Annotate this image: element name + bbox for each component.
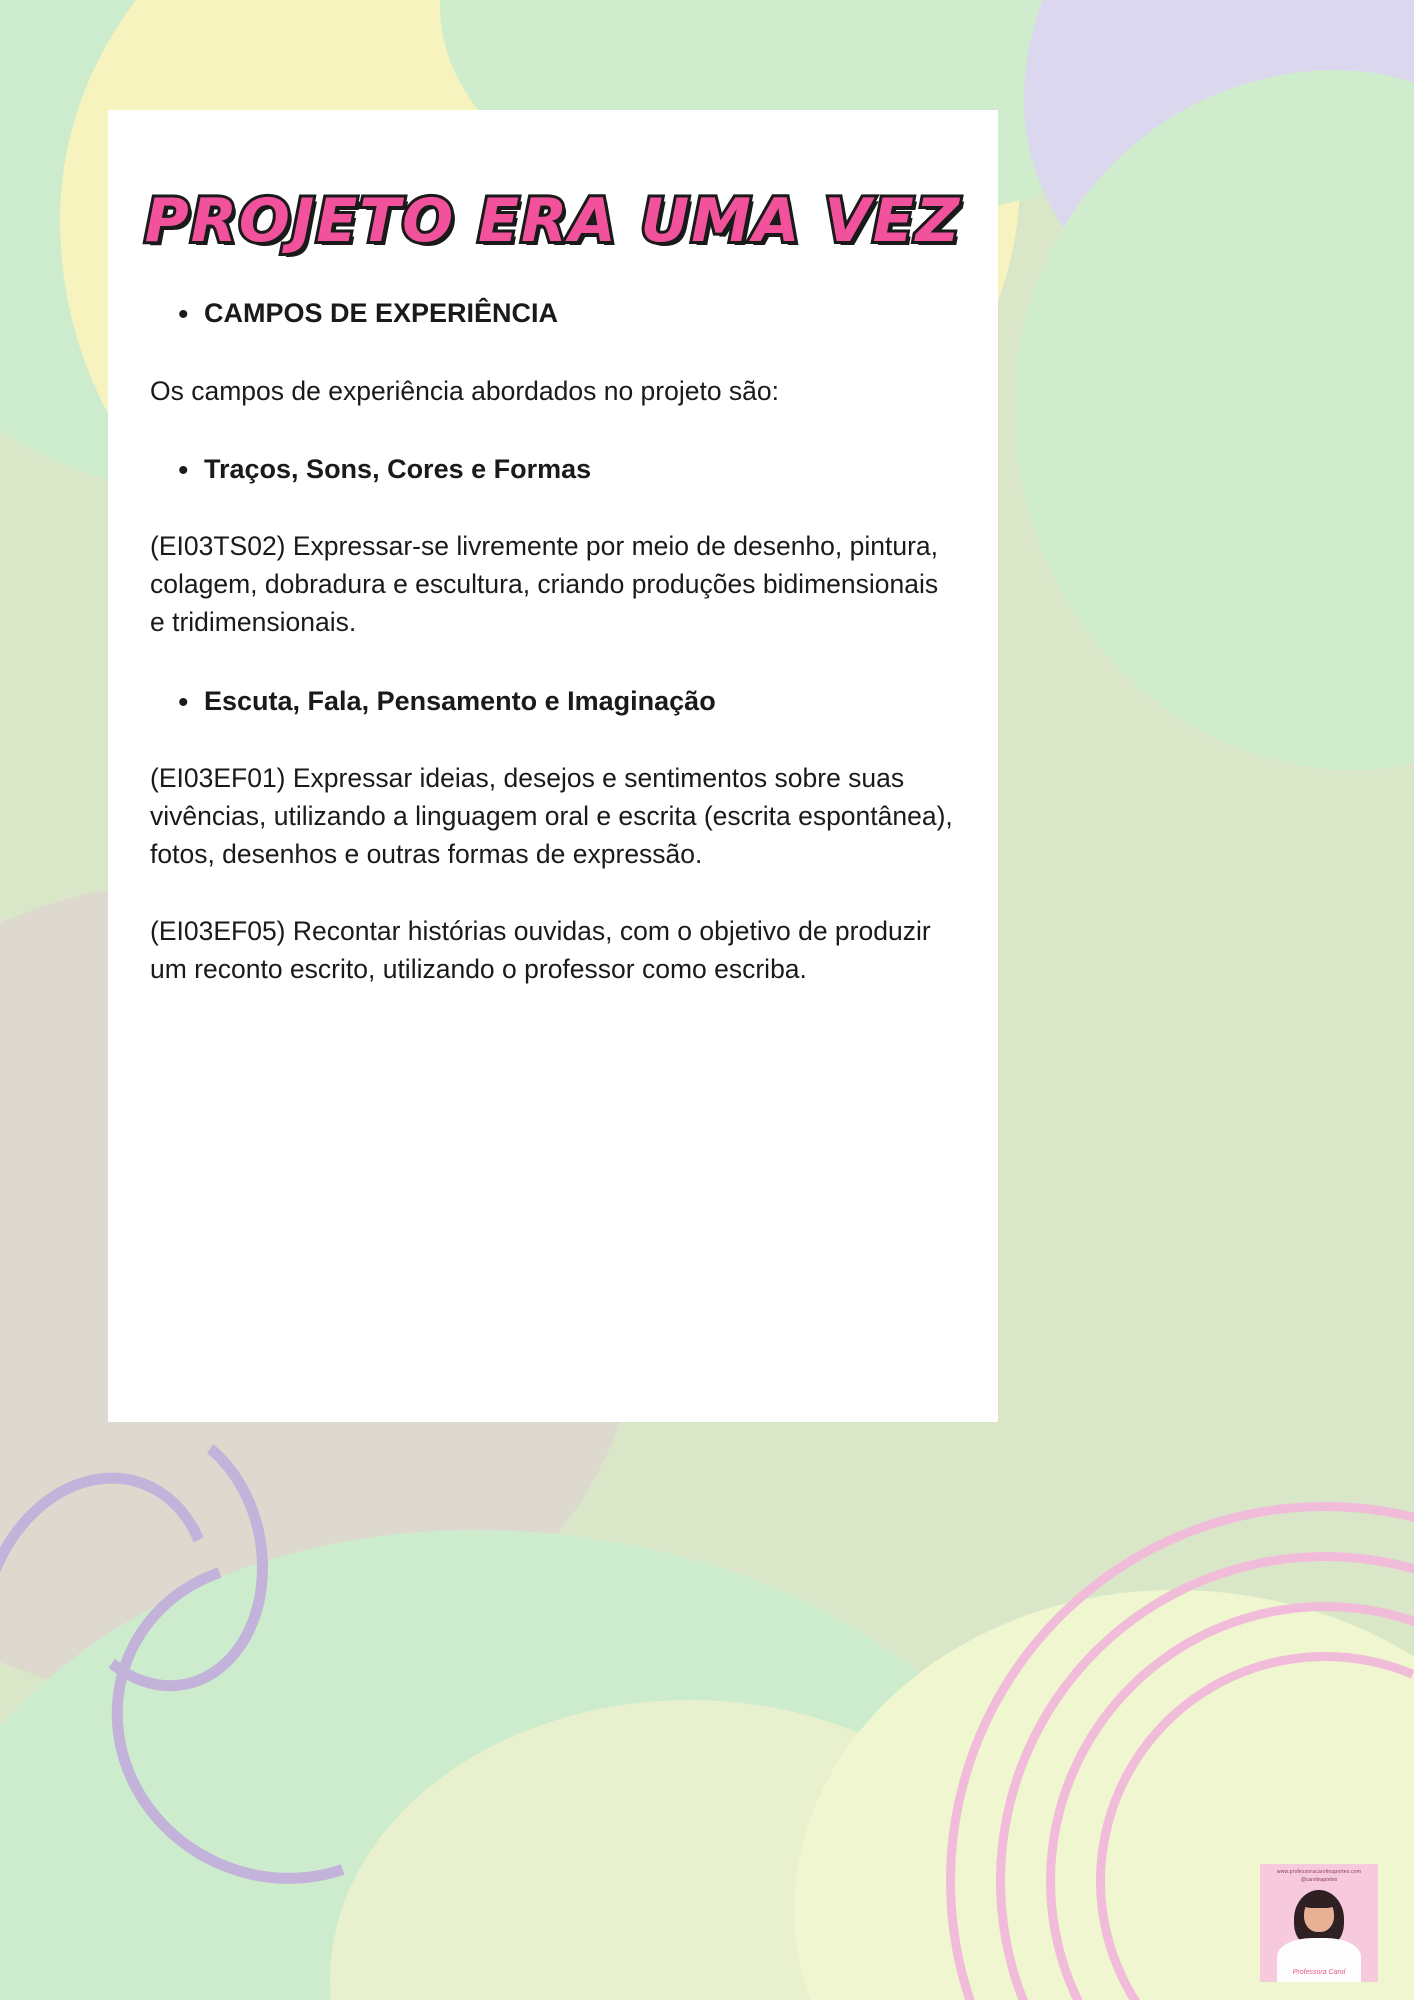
list-item xyxy=(150,296,956,334)
author-stamp xyxy=(1260,1864,1378,1982)
paragraph-ei03ts02: (EI03TS02) Expressar-se livremente por meio de desenho, pintura, colagem, dobradura e escultura, criando produções bidimensionais e tridimensionais. xyxy=(150,531,939,638)
author-handle: @carolinaportes xyxy=(1300,1877,1338,1883)
list-item-label: CAMPOS DE EXPERIÊNCIA xyxy=(204,298,559,328)
page-title: PROJETO ERA UMA VEZ xyxy=(144,186,962,256)
paragraph-ei03ef01: (EI03EF01) Expressar ideias, desejos e sentimentos sobre suas vivências, utilizando a linguagem oral e escrita (escrita espontânea), fotos, desenhos e outras formas de expressão. xyxy=(150,763,953,870)
paragraph-intro: Os campos de experiência abordados no projeto são: xyxy=(150,375,780,406)
list-item xyxy=(150,684,956,722)
author-signature: Professora Carol xyxy=(1292,1969,1346,1976)
author-website: www.professoracarolinaportes.com xyxy=(1276,1869,1362,1875)
bullet-icon: • xyxy=(178,685,189,719)
list-item xyxy=(150,452,956,490)
list-item-label: Escuta, Fala, Pensamento e Imaginação xyxy=(204,685,716,716)
paragraph-ei03ef05: (EI03EF05) Recontar histórias ouvidas, com o objetivo de produzir um reconto escrito, utilizando o professor como escriba. xyxy=(150,915,931,984)
bullet-icon: • xyxy=(178,298,189,331)
content-card xyxy=(108,110,998,1422)
bullet-icon: • xyxy=(178,453,189,487)
list-item-label: Traços, Sons, Cores e Formas xyxy=(204,453,592,484)
content-body xyxy=(108,296,998,988)
avatar-hair-front xyxy=(1302,1892,1336,1908)
